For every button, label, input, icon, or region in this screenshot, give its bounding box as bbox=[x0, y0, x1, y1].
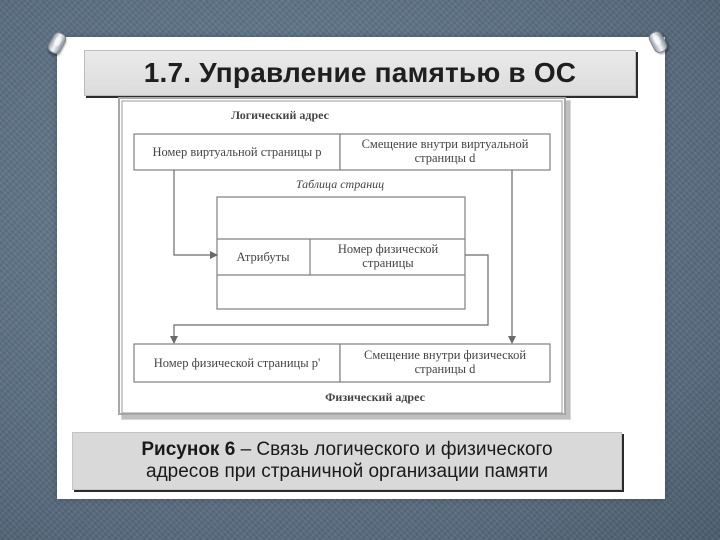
page-table-label: Таблица страниц bbox=[295, 177, 385, 191]
physical-page-text-line2: страницы bbox=[362, 256, 414, 270]
arrow-page-to-table bbox=[174, 170, 217, 255]
caption-line-1 bbox=[73, 439, 621, 461]
virtual-offset-text-line2: страницы d bbox=[414, 151, 476, 165]
physical-offset-text-line2: страницы d bbox=[414, 362, 476, 376]
physical-offset-text-line1: Смещение внутри физической bbox=[363, 348, 527, 362]
physical-address-label: Физический адрес bbox=[325, 390, 425, 404]
caption-line-2: адресов при страничной организации памяти bbox=[146, 461, 548, 482]
diagram-canvas bbox=[120, 99, 568, 417]
page-translation-diagram bbox=[118, 97, 566, 415]
slide-title: 1.7. Управление памятью в ОС bbox=[143, 57, 577, 88]
figure-caption bbox=[72, 432, 622, 490]
attributes-text: Атрибуты bbox=[236, 250, 290, 264]
slide-title-bar bbox=[84, 50, 636, 96]
caption-figure-number: Рисунок 6 bbox=[141, 439, 236, 460]
physical-page-number-text: Номер физической страницы p' bbox=[153, 356, 321, 370]
physical-page-text-line1: Номер физической bbox=[337, 242, 439, 256]
virtual-page-number-text: Номер виртуальной страницы p bbox=[152, 145, 322, 159]
caption-text-1: – Связь логического и физического bbox=[235, 439, 553, 460]
virtual-offset-text-line1: Смещение внутри виртуальной bbox=[361, 137, 529, 151]
logical-address-label: Логический адрес bbox=[231, 108, 329, 122]
